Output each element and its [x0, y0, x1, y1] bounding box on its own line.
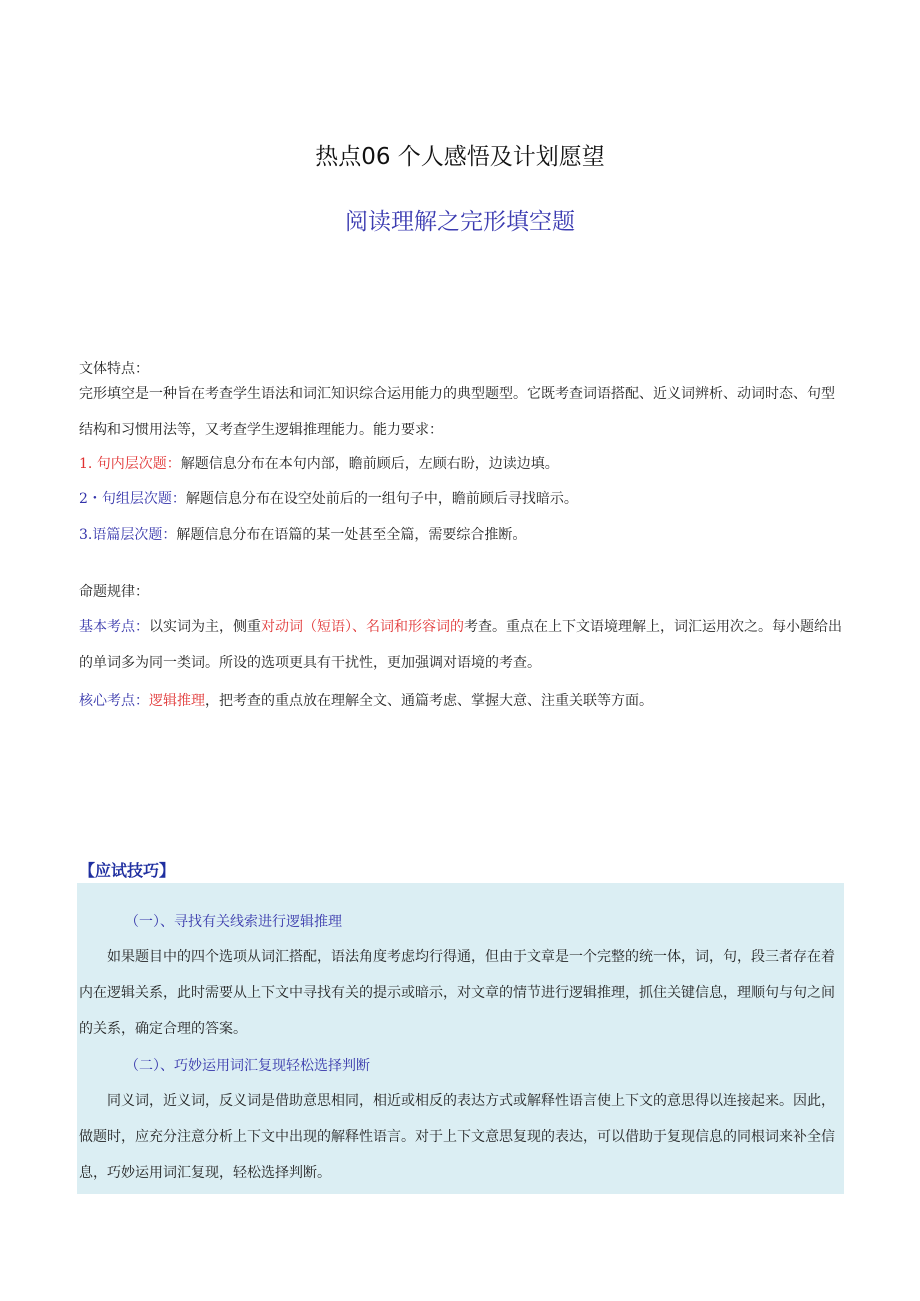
- core-label: 核心考点：: [79, 693, 149, 709]
- features-intro: 完形填空是一种旨在考查学生语法和词汇知识综合运用能力的典型题型。它既考查词语搭配、近义词辨析、动词时态、句型结构和习惯用法等，又考查学生逻辑推理能力。能力要求：: [79, 386, 835, 438]
- features-heading: 文体特点：: [79, 361, 149, 377]
- page-title: 热点06 个人感悟及计划愿望: [315, 144, 605, 170]
- level-3: [79, 517, 844, 553]
- rules-heading: 命题规律：: [79, 584, 149, 600]
- level-1: [79, 446, 844, 482]
- core-post: ，把考查的重点放在理解全文、通篇考虑、掌握大意、注重关联等方面。: [205, 693, 653, 709]
- level-2-text: 解题信息分布在设空处前后的一组句子中，瞻前顾后寻找暗示。: [185, 491, 578, 507]
- level-3-text: 解题信息分布在语篇的某一处甚至全篇，需要综合推断。: [176, 527, 527, 543]
- level-1-text: 解题信息分布在本句内部，瞻前顾后，左顾右盼，边读边填。: [180, 456, 559, 472]
- tip-1-body: 如果题目中的四个选项从词汇搭配，语法角度考虑均行得通，但由于文章是一个完整的统一体，词，句，段三者存在着内在逻辑关系，此时需要从上下文中寻找有关的提示或暗示，对文章的情节进行逻辑推理，抓住关键信息，理顺句与句之间的关系，确定合理的答案。: [79, 949, 835, 1037]
- tips-box: [77, 883, 844, 1194]
- page-subtitle: 阅读理解之完形填空题: [345, 209, 575, 235]
- level-1-label: 1. 句内层次题：: [79, 456, 181, 472]
- tip-1-title: （一）、寻找有关线索进行逻辑推理: [125, 914, 342, 930]
- core-highlight: 逻辑推理: [149, 693, 205, 709]
- rules-core: [79, 683, 844, 719]
- basic-post: 考查。重点在上下文语境理解上，词汇运用次之。每小题给出的单词多为同一类词。所设的选项更具有干扰性，更加强调对语境的考查。: [79, 619, 842, 671]
- tip-2-title: （二）、巧妙运用词汇复现轻松选择判断: [125, 1058, 370, 1074]
- tips-heading: 【应试技巧】: [79, 861, 176, 880]
- basic-label: 基本考点：: [79, 619, 149, 635]
- level-3-label: 3.语篇层次题：: [79, 527, 177, 543]
- level-2-label: 2・句组层次题：: [79, 491, 186, 507]
- tip-2-body: 同义词，近义词，反义词是借助意思相同，相近或相反的表达方式或解释性语言使上下文的意思得以连接起来。因此，做题时，应充分注意分析上下文中出现的解释性语言。对于上下文意思复现的表达，可以借助于复现信息的同根词来补全信息，巧妙运用词汇复现，轻松选择判断。: [79, 1093, 835, 1181]
- basic-highlight: 对动词（短语）、名词和形容词的: [261, 619, 464, 635]
- level-2: [79, 481, 844, 517]
- rules-basic: [79, 609, 844, 681]
- basic-pre: 以实词为主，侧重: [149, 619, 261, 635]
